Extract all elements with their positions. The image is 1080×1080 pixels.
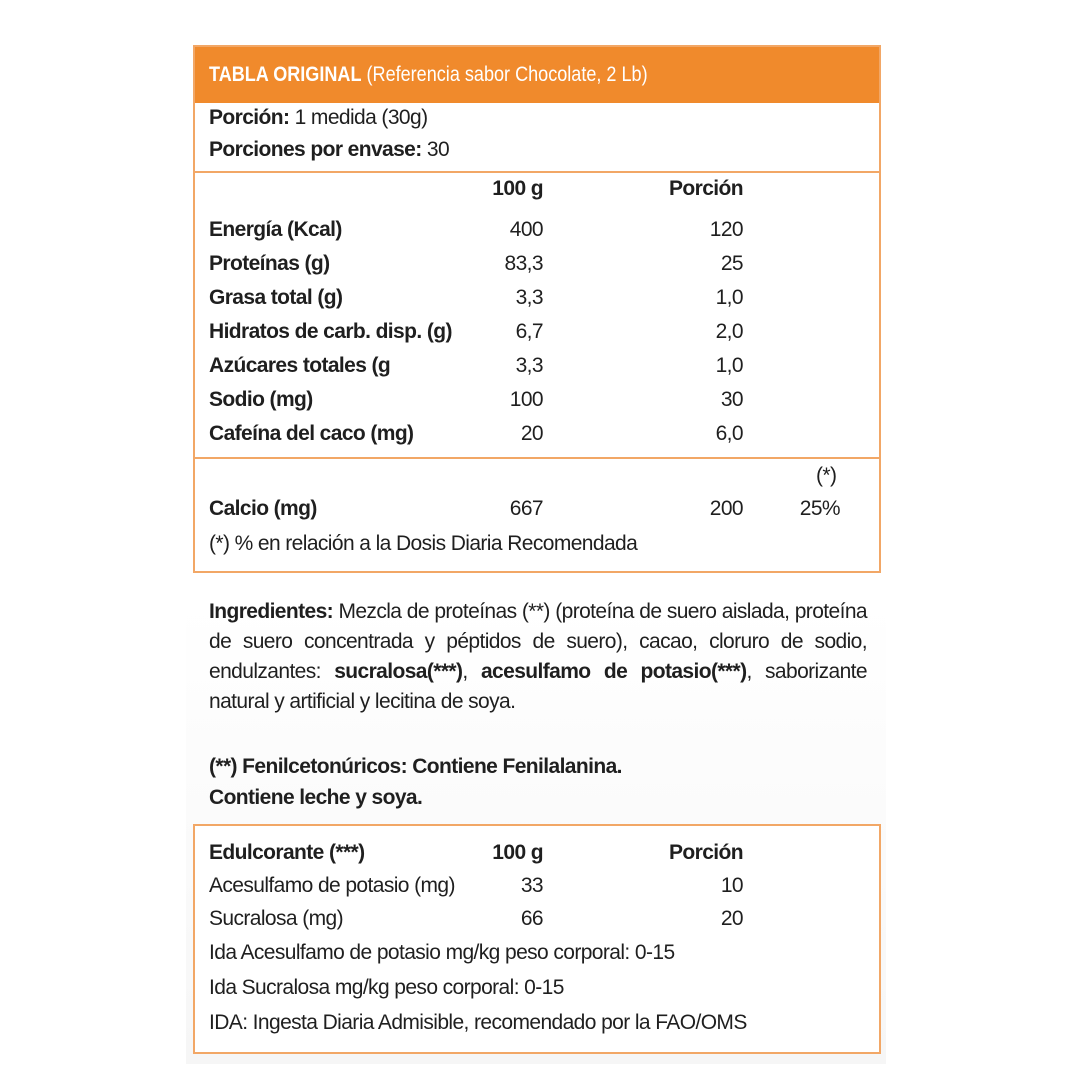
ingredients-text: Mezcla de proteínas (**) (proteína de suero aislada, proteína de suero concentrada y péptidos de suero), cacao, cloruro de sodio, endulzantes:: [209, 600, 867, 683]
nutrient-name: Proteínas (g): [209, 252, 330, 275]
warning-allergens: Contiene leche y soya.: [209, 786, 423, 809]
nutrient-per100: 100: [509, 388, 543, 411]
sweetener-column-100g: 100 g: [492, 841, 543, 864]
column-header-100g: 100 g: [492, 177, 543, 200]
servings-value: 30: [421, 138, 450, 161]
sweetener-name: Acesulfamo de potasio (mg): [209, 874, 455, 897]
footnote: (*) % en relación a la Dosis Diaria Recomendada: [209, 532, 638, 555]
nutrient-portion: 1,0: [715, 286, 743, 309]
nutrient-name: Grasa total (g): [209, 286, 343, 309]
calcium-name: Calcio (mg): [209, 497, 317, 520]
ida-note: Ida Acesulfamo de potasio mg/kg peso corporal: 0-15: [209, 941, 675, 964]
servings-label: Porciones por envase:: [209, 138, 422, 161]
portion-value: 1 medida (30g): [289, 106, 428, 129]
ida-definition: IDA: Ingesta Diaria Admisible, recomendado por la FAO/OMS: [209, 1011, 747, 1034]
ingredients-label: Ingredientes:: [209, 600, 334, 623]
warning-phenylketonurics: (**) Fenilcetonúricos: Contiene Fenilalanina.: [209, 755, 622, 778]
nutrient-name: Hidratos de carb. disp. (g): [209, 320, 452, 343]
sweetener-name: Sucralosa (mg): [209, 907, 343, 930]
nutrient-portion: 25: [720, 252, 743, 275]
sweetener-acesulfame: acesulfamo de potasio(***): [480, 660, 747, 683]
nutrient-per100: 83,3: [504, 252, 543, 275]
sweetener-column-portion: Porción: [669, 841, 743, 864]
nutrient-portion: 120: [709, 218, 743, 241]
ingredients-paragraph: [209, 597, 867, 717]
sweetener-portion: 20: [720, 907, 743, 930]
portion-label: Porción:: [209, 106, 290, 129]
sweetener-sucralose: sucralosa(***): [334, 660, 463, 683]
nutrient-portion: 6,0: [715, 422, 743, 445]
nutrient-name: Azúcares totales (g: [209, 354, 391, 377]
divider: [193, 171, 881, 173]
sweetener-per100: 33: [520, 874, 543, 897]
table-subtitle: (Referencia sabor Chocolate, 2 Lb): [361, 63, 648, 86]
column-header-portion: Porción: [669, 177, 743, 200]
nutrient-portion: 30: [720, 388, 743, 411]
servings-line: [209, 138, 449, 162]
nutrient-name: Energía (Kcal): [209, 218, 342, 241]
calcium-portion: 200: [709, 497, 743, 520]
sweetener-portion: 10: [720, 874, 743, 897]
sweetener-per100: 66: [520, 907, 543, 930]
nutrient-name: Cafeína del caco (mg): [209, 422, 414, 445]
sweetener-column-name: Edulcorante (***): [209, 841, 365, 864]
calcium-per100: 667: [509, 497, 543, 520]
separator: ,: [462, 660, 481, 683]
nutrient-per100: 400: [509, 218, 543, 241]
nutrient-per100: 3,3: [515, 354, 543, 377]
calcium-star: (*): [816, 464, 837, 487]
table-title: TABLA ORIGINAL: [209, 63, 362, 86]
nutrient-portion: 2,0: [715, 320, 743, 343]
portion-line: [209, 106, 427, 130]
nutrient-name: Sodio (mg): [209, 388, 313, 411]
calcium-percent: 25%: [799, 497, 840, 520]
nutrient-per100: 3,3: [515, 286, 543, 309]
ingredients-text-end: , saborizante natural y artificial y lecitina de soya.: [209, 660, 867, 713]
ida-note: Ida Sucralosa mg/kg peso corporal: 0-15: [209, 976, 564, 999]
nutrient-per100: 20: [520, 422, 543, 445]
nutrient-portion: 1,0: [715, 354, 743, 377]
table-header: [195, 47, 879, 103]
nutrient-per100: 6,7: [515, 320, 543, 343]
divider: [193, 457, 881, 459]
